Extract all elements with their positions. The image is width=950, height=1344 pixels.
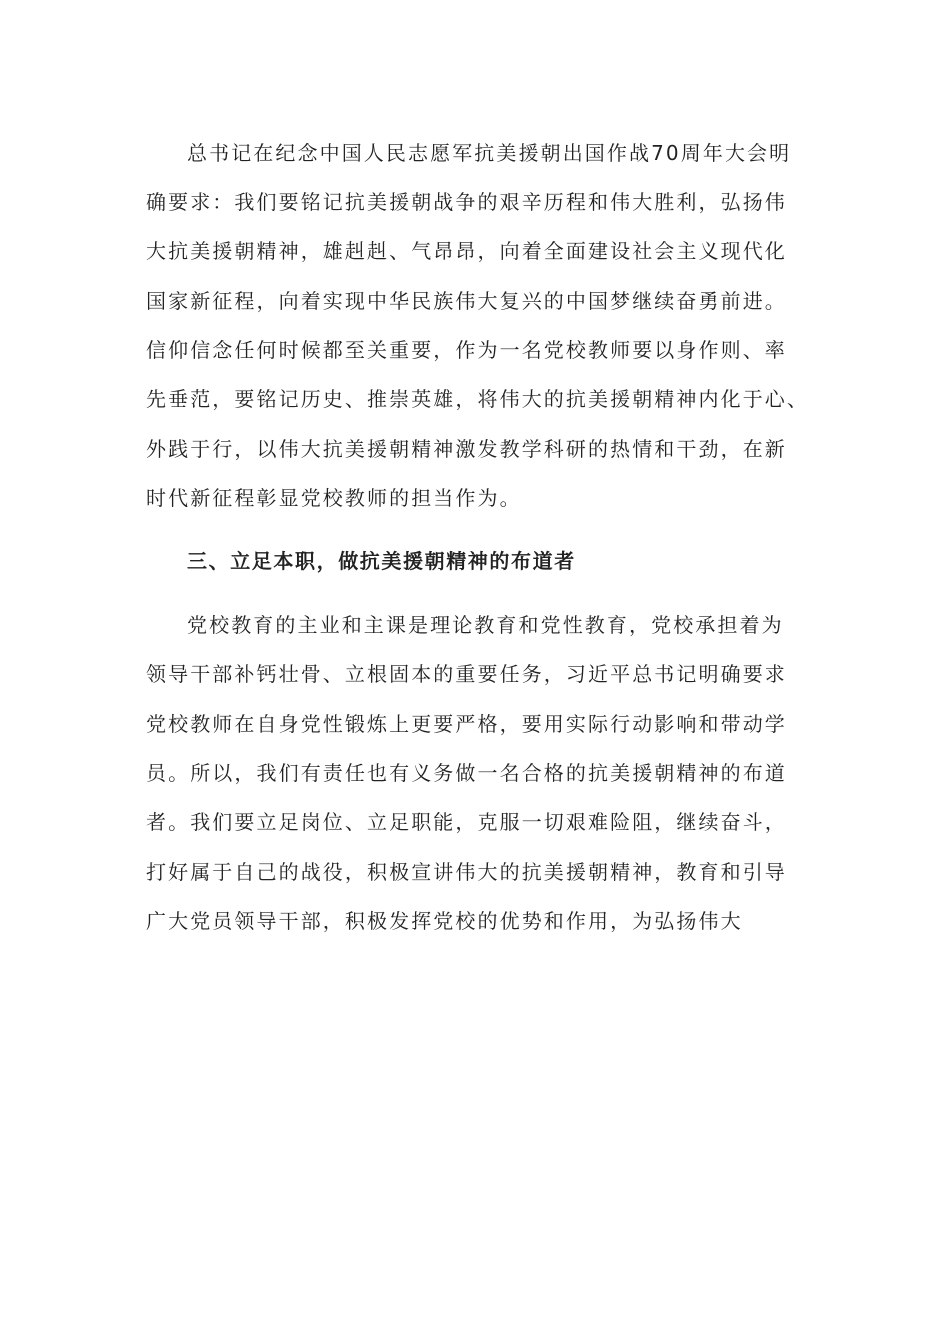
paragraph-2-line-2: 领导干部补钙壮骨、立根固本的重要任务，习近平总书记明确要求 — [146, 662, 787, 686]
paragraph-2-line-6: 打好属于自己的战役，积极宣讲伟大的抗美援朝精神，教育和引导 — [146, 860, 787, 884]
paragraph-2-line-4: 员。所以，我们有责任也有义务做一名合格的抗美援朝精神的布道 — [146, 761, 787, 785]
paragraph-1-line-7: 外践于行，以伟大抗美援朝精神激发教学科研的热情和干劲，在新 — [146, 437, 787, 461]
paragraph-2-line-1: 党校教育的主业和主课是理论教育和党性教育，党校承担着为 — [187, 613, 784, 637]
paragraph-2-line-5: 者。我们要立足岗位、立足职能，克服一切艰难险阻，继续奋斗， — [146, 810, 787, 834]
section-heading: 三、立足本职，做抗美援朝精神的布道者 — [187, 549, 576, 573]
paragraph-2-line-7: 广大党员领导干部，积极发挥党校的优势和作用，为弘扬伟大 — [146, 909, 743, 933]
paragraph-1-line-2: 确要求：我们要铭记抗美援朝战争的艰辛历程和伟大胜利，弘扬伟 — [146, 190, 787, 214]
paragraph-1-line-8: 时代新征程彰显党校教师的担当作为。 — [146, 486, 522, 510]
paragraph-1-line-6: 先垂范，要铭记历史、推崇英雄，将伟大的抗美援朝精神内化于心、 — [146, 387, 809, 411]
paragraph-1-line-1: 总书记在纪念中国人民志愿军抗美援朝出国作战70周年大会明 — [187, 141, 792, 165]
paragraph-1-line-5: 信仰信念任何时候都至关重要，作为一名党校教师要以身作则、率 — [146, 338, 787, 362]
paragraph-1-line-4: 国家新征程，向着实现中华民族伟大复兴的中国梦继续奋勇前进。 — [146, 289, 787, 313]
paragraph-2-line-3: 党校教师在自身党性锻炼上更要严格，要用实际行动影响和带动学 — [146, 712, 787, 736]
paragraph-1-line-3: 大抗美援朝精神，雄赳赳、气昂昂，向着全面建设社会主义现代化 — [146, 239, 787, 263]
